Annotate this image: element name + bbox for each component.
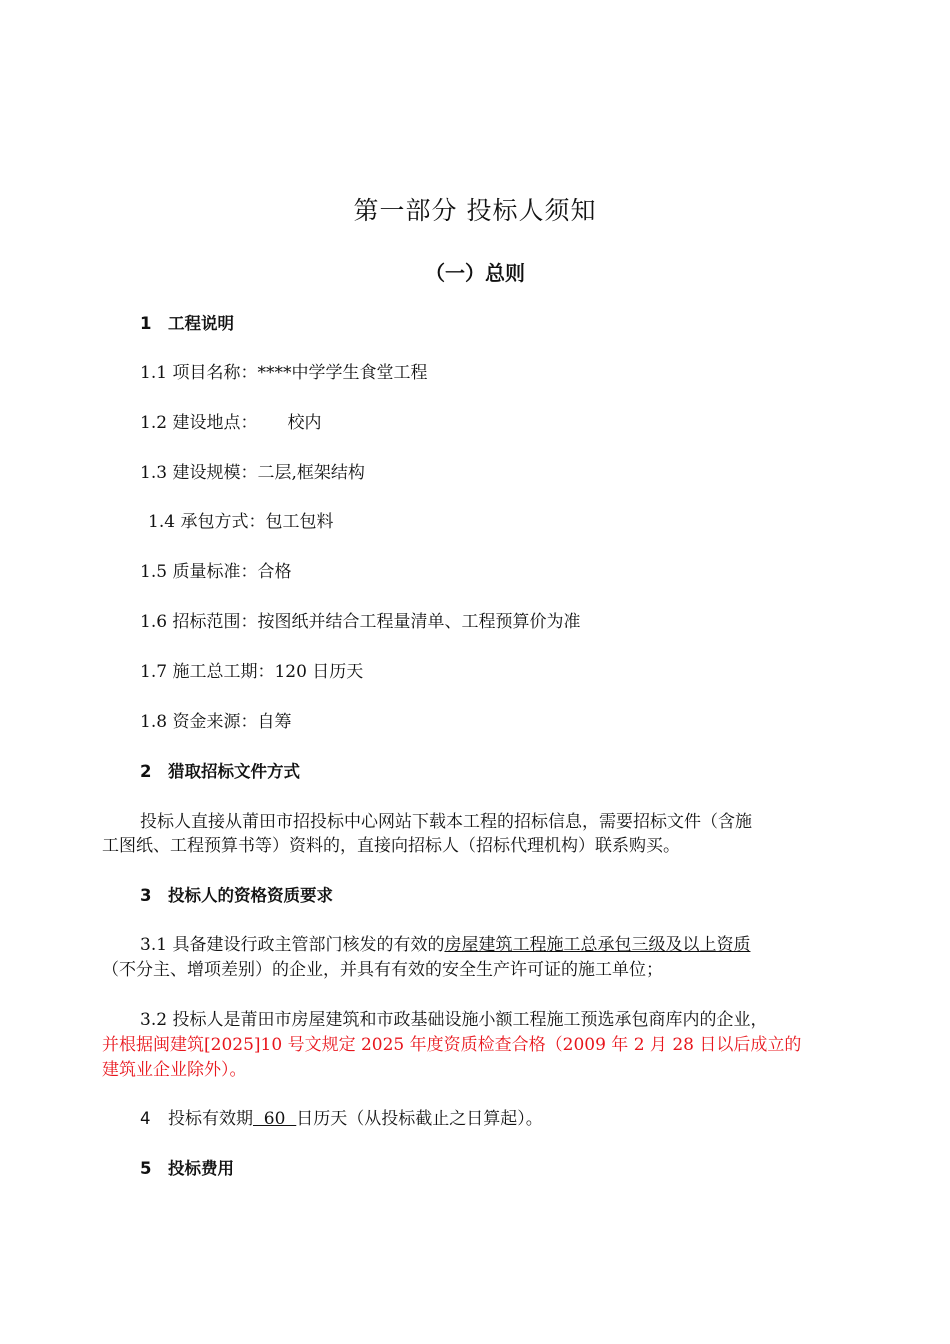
section-subtitle: （一）总则 [425, 261, 525, 285]
section-title: 猎取招标文件方式 [168, 762, 300, 781]
section-number: 2 [140, 762, 152, 781]
item-1-7: 1.7 施工总工期：120 日历天 [140, 662, 364, 682]
paragraph-3-1-line-1 [140, 933, 750, 957]
section-title: 工程说明 [168, 314, 234, 333]
paragraph-3-1-line-2: （不分主、增项差别）的企业，并具有有效的安全生产许可证的施工单位； [102, 960, 663, 980]
validity-suffix: 日历天（从投标截止之日算起）。 [296, 1109, 543, 1129]
section-1-heading [140, 312, 234, 336]
section-number: 3 [140, 886, 152, 905]
item-value: 校内 [287, 413, 322, 433]
qualification-underlined: 房屋建筑工程施工总承包三级及以上资质 [444, 935, 751, 955]
section-number: 4 [140, 1109, 151, 1128]
paragraph-3-2-line-1: 3.2 投标人是莆田市房屋建筑和市政基础设施小额工程施工预选承包商库内的企业， [140, 1010, 768, 1030]
item-1-5: 1.5 质量标准：合格 [140, 562, 292, 582]
section-title: 投标费用 [168, 1159, 234, 1178]
section-number: 1 [140, 314, 152, 333]
section-2-heading [140, 760, 300, 784]
section-number: 5 [140, 1159, 152, 1178]
section-title: 投标人的资格资质要求 [168, 886, 333, 905]
paragraph-3-2-red-line-1: 并根据闽建筑[2025]10 号文规定 2025 年度资质检查合格（2009 年 2 月 28 日以后成立的 [102, 1035, 802, 1055]
item-1-1: 1.1 项目名称：****中学学生食堂工程 [140, 363, 428, 383]
validity-prefix: 投标有效期 [168, 1109, 253, 1129]
item-label: 1.2 建设地点： [140, 413, 258, 433]
item-1-8: 1.8 资金来源：自筹 [140, 712, 292, 732]
paragraph-2-line-2: 工图纸、工程预算书等）资料的，直接向招标人（招标代理机构）联系购买。 [102, 836, 680, 856]
item-1-2 [140, 411, 321, 435]
item-1-6: 1.6 招标范围：按图纸并结合工程量清单、工程预算价为准 [140, 612, 581, 632]
validity-days: 60 [253, 1109, 297, 1129]
paragraph-2-line-1: 投标人直接从莆田市招投标中心网站下载本工程的招标信息，需要招标文件（含施 [140, 812, 752, 832]
item-1-3: 1.3 建设规模：二层,框架结构 [140, 463, 365, 483]
page-title: 第一部分 投标人须知 [353, 196, 597, 225]
requirement-text: 3.1 具备建设行政主管部门核发的有效的 [140, 935, 445, 955]
section-4-line [140, 1107, 543, 1131]
section-5-heading [140, 1157, 234, 1181]
paragraph-3-2-red-line-2: 建筑业企业除外）。 [102, 1060, 247, 1080]
section-3-heading [140, 884, 333, 908]
item-1-4: 1.4 承包方式：包工包料 [148, 512, 334, 532]
